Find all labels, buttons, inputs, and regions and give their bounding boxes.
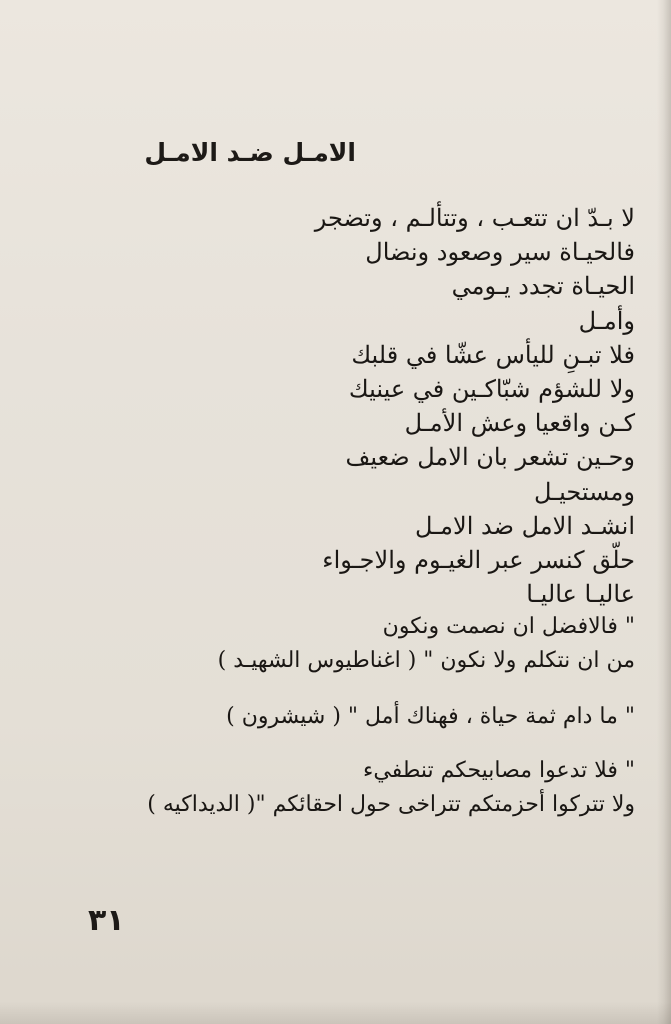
poem-body [225, 201, 635, 611]
page-number: ٣١ [88, 903, 125, 938]
page-edge-shadow-bottom [0, 1002, 671, 1024]
quote-line: من ان نتكلم ولا نكون " ( اغناطيوس الشهيـد ) [217, 648, 635, 673]
poem-line: ومستحيـل [533, 477, 635, 506]
quote-line: ولا تتركوا أحزمتكم تتراخى حول احقائكم "( الديداكيه ) [147, 792, 635, 817]
poem-line: كـن واقعيا وعش الأمـل [404, 409, 635, 438]
quotes-section [147, 610, 635, 822]
quote-line: " ما دام ثمة حياة ، فهناك أمل " ( شيشرون ) [226, 704, 635, 729]
poem-line: فلا تبـنِ لليأس عشّا في قلبك [351, 340, 635, 369]
poem-line: وحـين تشعر بان الامل ضعيف [345, 443, 635, 472]
page-edge-shadow-right [657, 0, 671, 1024]
poem-line: الحيـاة تجدد يـومي [451, 272, 635, 301]
poem-line: عاليـا عاليـا [526, 580, 635, 609]
poem-line: لا بـدّ ان تتعـب ، وتتألـم ، وتضجر [314, 204, 635, 232]
quote-cicero [215, 700, 635, 734]
poem-line: وأمـل [578, 306, 635, 335]
quote-ignatius [215, 610, 635, 678]
poem-line: حلّق كنسر عبر الغيـوم والاجـواء [322, 545, 635, 574]
quote-line: " فلا تدعوا مصابيحكم تنطفيء [363, 758, 635, 783]
poem-line: ولا للشؤم شبّاكـين في عينيك [348, 374, 635, 403]
quote-line: " فالافضل ان نصمت ونكون [382, 614, 635, 639]
quote-spacer [215, 734, 635, 754]
poem-line: انشـد الامل ضد الامـل [414, 511, 635, 540]
poem-title: الامـل ضـد الامـل [144, 138, 356, 167]
poem-line: فالحيـاة سير وصعود ونضال [365, 238, 635, 267]
quote-spacer [215, 678, 635, 700]
quote-didache [147, 754, 635, 822]
